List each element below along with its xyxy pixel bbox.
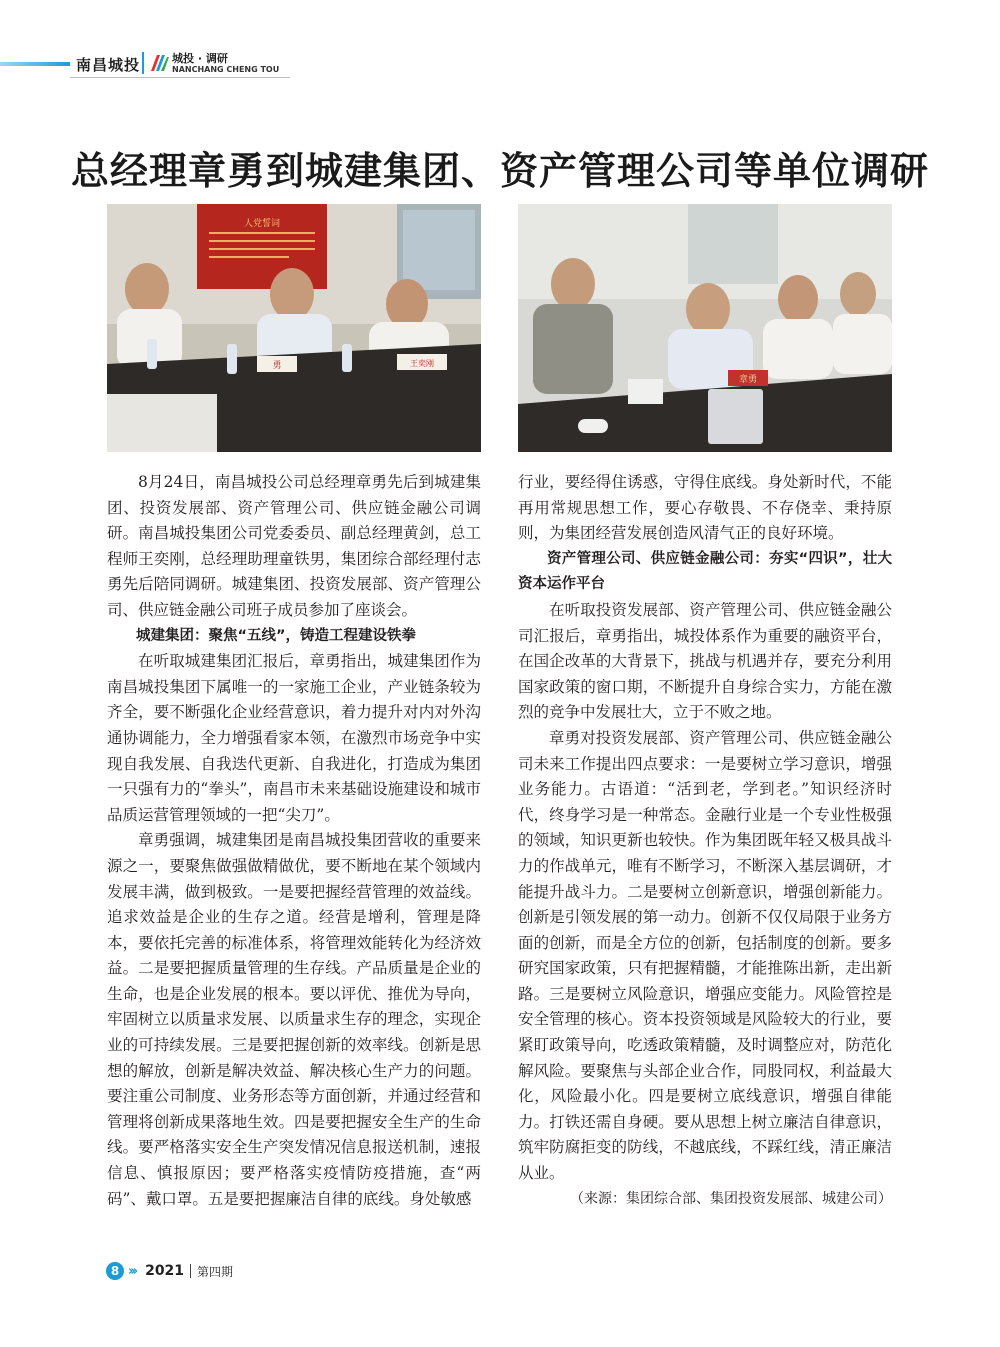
header-rule	[70, 77, 290, 78]
paragraph: 在听取城建集团汇报后，章勇指出，城建集团作为南昌城投集团下属唯一的一家施工企业，产业链条较为齐全，要不断强化企业经营意识，着力提升对内对外沟通协调能力，全力增强看家本领，在激烈市场竞争中实现自我发展、自我迭代更新、自我进化，打造成为集团一只强有力的“拳头”，南昌市未来基础设施建设和城市品质运营管理领域的一把“尖刀”。	[107, 652, 481, 824]
oath-banner-title: 人党誓词	[243, 219, 281, 229]
paragraph-continued: 行业，要经得住诱惑，守得住底线。身处新时代，不能再用常规思想工作，要心存敬畏、不存侥幸、秉持原则，为集团经营发展创造风清气正的良好环境。	[518, 473, 892, 543]
header-separator	[142, 52, 144, 74]
header-accent-bar	[0, 62, 70, 66]
section-heading: 资产管理公司、供应链金融公司：夯实“四识”，壮大资本运作平台	[518, 550, 892, 593]
meeting-photo-left	[107, 204, 481, 452]
paragraph: 在听取投资发展部、资产管理公司、供应链金融公司汇报后，章勇指出，城投体系作为重要的融资平台，在国企改革的大背景下，挑战与机遇并存，要充分利用国家政策的窗口期，不断提升自身综合实力，方能在激烈的竞争中发展壮大，立于不败之地。	[518, 600, 892, 722]
article-column-right	[518, 470, 892, 1212]
header-section-en: NANCHANG CHENG TOU	[172, 65, 280, 74]
chevrons-icon: ›››	[128, 1263, 136, 1279]
issue-year: 2021	[145, 1263, 185, 1279]
source-note: （来源：集团综合部、集团投资发展部、城建公司）	[570, 1190, 892, 1207]
section-heading: 城建集团：聚焦“五线”，铸造工程建设铁拳	[136, 627, 417, 644]
page-footer	[106, 1262, 233, 1280]
paragraph: 8月24日，南昌城投公司总经理章勇先后到城建集团、投资发展部、资产管理公司、供应链金融公司调研。南昌城投集团公司党委委员、副总经理黄剑，总工程师王奕刚，总经理助理童铁男，集团综合部经理付志勇先后陪同调研。城建集团、投资发展部、资产管理公司、供应链金融公司班子成员参加了座谈会。	[107, 473, 481, 619]
issue-number: 第四期	[197, 1264, 234, 1279]
header-section	[172, 52, 279, 75]
paragraph: 章勇对投资发展部、资产管理公司、供应链金融公司未来工作提出四点要求：一是要树立学习意识，增强业务能力。古语道：“活到老，学到老。”知识经济时代，终身学习是一种常态。金融行业是一个专业性极强的领域，知识更新也较快。作为集团既年轻又极具战斗力的作战单元，唯有不断学习，不断深入基层调研，才能提升战斗力。二是要树立创新意识，增强创新能力。创新是引领发展的第一动力。创新不仅仅局限于业务方面的创新，而是全方位的创新，包括制度的创新。要多研究国家政策，只有把握精髓，才能推陈出新，走出新路。三是要树立风险意识，增强应变能力。风险管控是安全管理的核心。资本投资领域是风险较大的行业，要紧盯政策导向，吃透政策精髓，及时调整应对，防范化解风险。要聚焦与头部企业合作，同股同权，利益最大化，风险最小化。四是要树立底线意识，增强自律能力。打铁还需自身硬。要从思想上树立廉洁自律意识，筑牢防腐拒变的防线，不越底线，不踩红线，清正廉洁从业。	[518, 728, 892, 1183]
meeting-photo-right	[518, 204, 892, 452]
header-section-zh: 城投 · 调研	[172, 52, 228, 65]
nameplate-left-1: 勇	[272, 361, 282, 371]
nameplate-left-2: 王奕刚	[410, 359, 434, 368]
header-brand: 南昌城投	[76, 56, 141, 74]
nameplate-right: 章勇	[738, 375, 758, 385]
page-number: 8	[106, 1262, 124, 1280]
footer-separator	[190, 1264, 191, 1278]
article-title: 总经理章勇到城建集团、资产管理公司等单位调研	[70, 149, 929, 193]
article-column-left	[107, 470, 481, 1212]
paragraph: 章勇强调，城建集团是南昌城投集团营收的重要来源之一，要聚焦做强做精做优，要不断地在某个领域内发展丰满，做到极致。一是要把握经营管理的效益线。追求效益是企业的生存之道。经营是增利，管理是降本，要依托完善的标准体系，将管理效能转化为经济效益。二是要把握质量管理的生存线。产品质量是企业的生命，也是企业发展的根本。要以评优、推优为导向，牢固树立以质量求发展、以质量求生存的理念，实现企业的可持续发展。三是要把握创新的效率线。创新是思想的解放，创新是解决效益、解决核心生产力的问题。要注重公司制度、业务形态等方面创新，并通过经营和管理将创新成果落地生效。四是要把握安全生产的生命线。要严格落实安全生产突发情况信息报送机制，速报信息、慎报原因；要严格落实疫情防疫措施，查“两码”、戴口罩。五是要把握廉洁自律的底线。身处敏感	[107, 831, 481, 1208]
nanchang-chengtou-logo-icon	[148, 52, 170, 74]
